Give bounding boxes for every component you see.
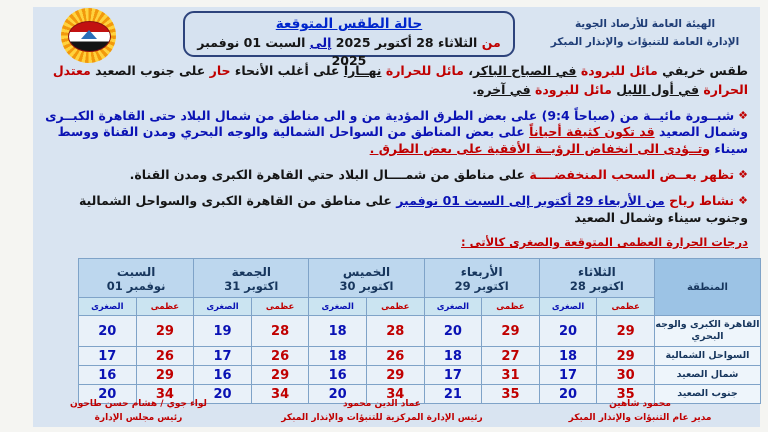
temperature-table [78,258,761,404]
temp-min: 21 [424,385,482,404]
region-column-header: المنطقة [654,259,760,316]
temp-max: 29 [482,316,540,347]
text-segment: السبت 01 نوفمبر 2025 [197,34,367,69]
org-department: الإدارة العامة للتنبؤات والإنذار المبكر [550,35,740,48]
day-name: الثلاثاء [577,264,616,279]
day-name: الجمعة [231,264,271,279]
day-date: 31 اكتوبر [224,278,279,293]
temp-min: 20 [309,385,367,404]
forecast-text [45,62,748,227]
temp-min: 17 [194,347,252,366]
text-segment: شبــورة مائيــة من [615,107,735,123]
min-label: الصغرى [424,298,482,316]
temp-min: 18 [424,347,482,366]
day-date: 01 نوفمبر [106,278,166,293]
text-segment: في آخره [477,81,531,97]
text-segment: على مناطق من القاهرة الكبرى والسواحل الشمالية وجنوب سيناء وشمال الصعيد [78,192,748,226]
page-title: حالة الطقس المتوقعة [275,16,423,32]
temp-min: 20 [194,385,252,404]
min-label: الصغرى [309,298,367,316]
text-segment: على أغلب الأنحاء [230,63,344,78]
diamond-bullet-icon: ❖ [738,108,748,122]
text-segment: الثلاثاء 28 أكتوبر 2025 [331,34,478,50]
day-header-friday [194,259,309,298]
min-label: الصغرى [539,298,597,316]
day-date: 29 اكتوبر [454,278,509,293]
text-segment: وتــؤدى الى انخفاض الرؤيــة الأفقية على بعض الطرق . [369,140,711,156]
temp-max: 34 [136,385,194,404]
temp-max: 29 [251,366,309,385]
min-label: الصغرى [79,298,137,316]
day-header-wednesday [424,259,539,298]
temp-max: 35 [482,385,540,404]
temp-max: 34 [251,385,309,404]
temp-min: 17 [539,366,597,385]
temp-max: 29 [597,347,655,366]
bulletin-panel [33,7,760,427]
diamond-bullet-icon: ❖ [738,168,748,181]
temp-min: 20 [79,385,137,404]
text-segment: مائل للحرارة [381,63,464,78]
title-box [183,11,515,69]
text-segment: على مناطق من شمــــال البلاد حتي القاهرة الكبرى ومدن القناة. [129,167,526,182]
max-label: عظمى [251,298,309,316]
temp-min: 18 [309,347,367,366]
forecast-paragraph-clouds [45,166,748,185]
temp-min: 19 [194,316,252,347]
temp-min: 18 [309,316,367,347]
forecast-paragraph-general [45,62,748,100]
text-segment: ، [463,63,474,78]
text-segment: على بعض الطرق المؤدية من و الى مناطق من شمال البلاد حتى القاهرة الكبــرى وشمال الصعيد [45,107,748,139]
temp-min: 16 [309,366,367,385]
forecast-paragraph-wind [45,192,748,227]
text-segment: (9:4 صباحاً) [541,107,616,123]
text-segment: طقس خريفي [657,63,748,78]
signatory-name: محمود شاهين [609,399,671,409]
forecast-paragraph-fog [45,108,748,158]
ema-logo [61,8,116,63]
table-caption: درجات الحرارة العظمى المتوقعة والصغرى كالأتى : [461,235,748,249]
temp-max: 26 [366,347,424,366]
max-label: عظمى [136,298,194,316]
region-name: جنوب الصعيد [654,385,760,404]
day-name: السبت [116,264,156,279]
table-row [79,316,761,347]
temp-max: 29 [597,316,655,347]
text-segment: على بعض المناطق من السواحل الشمالية والوجه البحري ومدن القناة ووسط سيناء [57,124,748,156]
text-segment: من [477,34,501,50]
region-name: السواحل الشمالية [654,347,760,366]
table-row [79,347,761,366]
signatory-chairman [33,398,244,426]
min-label: الصغرى [194,298,252,316]
signatory-name: لواء جوي / هشام حسن طاحون [70,399,207,409]
signatory-central-admin-head [244,398,520,426]
day-date: 30 اكتوبر [339,278,394,293]
day-header-thursday [309,259,424,298]
temp-max: 26 [251,347,309,366]
max-label: عظمى [482,298,540,316]
day-date: 28 اكتوبر [569,278,624,293]
temp-max: 35 [597,385,655,404]
text-segment: على جنوب الصعيد [90,63,206,78]
region-name: شمال الصعيد [654,366,760,385]
temp-min: 16 [194,366,252,385]
text-segment: . [472,81,477,97]
temp-max: 31 [482,366,540,385]
text-segment: حار [205,63,231,78]
text-segment: في أول الليل [616,81,700,97]
day-header-tuesday [539,259,654,298]
temp-max: 29 [366,366,424,385]
temp-max: 28 [366,316,424,347]
text-segment: من الأربعاء 29 أكتوبر إلى السبت 01 نوفمبر [396,192,665,208]
max-label: عظمى [366,298,424,316]
temp-max: 28 [251,316,309,347]
signatory-title: رئيس مجلس الإدارة [94,412,183,423]
temp-max: 29 [136,316,194,347]
text-segment: مائل للبرودة [576,63,658,78]
day-name: الخميس [342,264,391,279]
text-segment: نهــاراً [343,63,382,78]
day-name: الأربعاء [460,264,503,279]
text-segment: مائل للبرودة [530,81,612,97]
day-header-saturday [79,259,194,298]
signature-footer [33,398,760,426]
temp-min: 20 [539,316,597,347]
temp-max: 29 [136,366,194,385]
organization-header [538,16,752,52]
temp-min: 18 [539,347,597,366]
signatory-forecast-director [520,398,760,426]
region-name: القاهرة الكبرى والوجه البحري [654,316,760,347]
temp-max: 26 [136,347,194,366]
temp-max: 30 [597,366,655,385]
signatory-title: رئيس الإدارة المركزية للتنبؤات والإنذار المبكر [281,412,483,423]
temp-min: 17 [79,347,137,366]
table-row [79,366,761,385]
text-segment: قد تكون كثيفة أحياناً [529,124,655,139]
text-segment: معتدل الحرارة [52,63,748,97]
max-label: عظمى [597,298,655,316]
mountain-icon [81,30,97,39]
signatory-name: عماد الدين محمود [342,399,421,409]
diamond-bullet-icon: ❖ [738,193,748,207]
temp-min: 17 [424,366,482,385]
temp-min: 20 [424,316,482,347]
text-segment: تظهر بعــض السحب المنخفضــــة [525,167,735,182]
temp-min: 16 [79,366,137,385]
signatory-title: مدير عام التنبؤات والإنذار المبكر [568,412,712,423]
table-header-days [79,259,761,298]
temp-max: 34 [366,385,424,404]
temp-min: 20 [79,316,137,347]
temp-max: 27 [482,347,540,366]
text-segment: إلى [309,34,332,50]
temp-min: 20 [539,385,597,404]
text-segment: نشاط رياح [664,192,735,208]
text-segment: في الصباح الباكر [473,63,577,78]
egypt-flag-oval-icon [68,21,111,52]
org-name: الهيئة العامة للأرصاد الجوية [574,18,716,30]
